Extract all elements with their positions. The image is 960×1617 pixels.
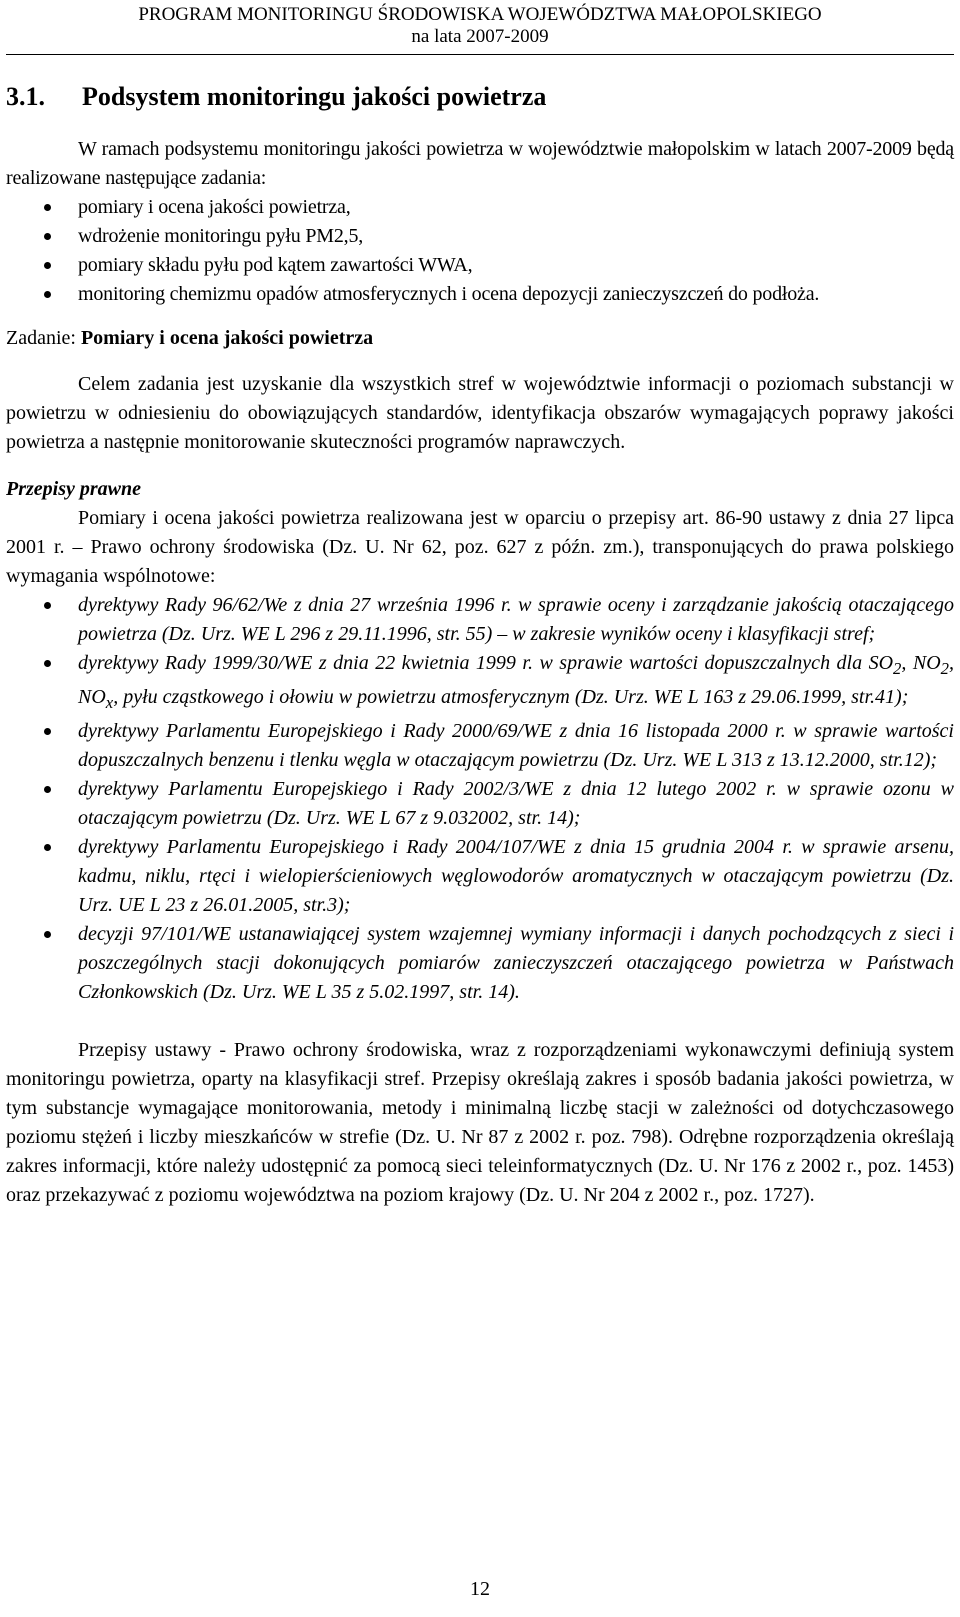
header-rule [6,54,954,55]
directive-item: dyrektywy Parlamentu Europejskiego i Rady 2004/107/WE z dnia 15 grudnia 2004 r. w sprawie arsenu, kadmu, niklu, rtęci i wielopierścieniowych węglowodorów aromatycznych w otaczającym powietrzu (Dz. Urz. UE L 23 z 26.01.2005, str.3); [6,833,954,920]
directive-item: dyrektywy Parlamentu Europejskiego i Rady 2002/3/WE z dnia 12 lutego 2002 r. w sprawie ozonu w otaczającym powietrzu (Dz. Urz. WE L 67 z 9.032002, str. 14); [6,775,954,833]
running-header [6,0,954,48]
legal-heading: Przepisy prawne [6,478,141,500]
directive-list [6,591,954,1007]
subscript: 2 [893,659,902,678]
goal-paragraph: Celem zadania jest uzyskanie dla wszystkich stref w województwie informacji o poziomach substancji w powietrzu w odniesieniu do obowiązujących standardów, identyfikacja obszarów wymagających poprawy jakości powietrza a następnie monitorowanie skuteczności programów naprawczych. [6,373,954,453]
list-item: pomiary i ocena jakości powietrza, [6,193,954,222]
header-title: PROGRAM MONITORINGU ŚRODOWISKA WOJEWÓDZTWA MAŁOPOLSKIEGO [138,4,822,25]
directive-item: decyzji 97/101/WE ustanawiającej system wzajemnej wymiany informacji i danych pochodzących z sieci i poszczególnych stacji dokonujących pomiarów zanieczyszczeń otaczającego powietrza w Państwach Członkowskich (Dz. Urz. WE L 35 z 5.02.1997, str. 14). [6,920,954,1007]
list-item: monitoring chemizmu opadów atmosferycznych i ocena depozycji zanieczyszczeń do podłoża. [6,280,954,309]
document-page [6,0,954,1600]
task-heading [6,324,954,353]
directive-item [6,649,954,717]
legal-intro-paragraph: Pomiary i ocena jakości powietrza realizowana jest w oparciu o przepisy art. 86-90 ustawy z dnia 27 lipca 2001 r. – Prawo ochrony środowiska (Dz. U. Nr 62, poz. 627 z późn. zm.), transponujących do prawa polskiego wymagania wspólnotowe: [6,507,954,587]
directive-text: dyrektywy Rady 1999/30/WE z dnia 22 kwietnia 1999 r. w sprawie wartości dopuszczalnych dla SO [78,652,894,674]
task-name: Pomiary i ocena jakości powietrza [80,327,374,349]
subscript: 2 [940,659,949,678]
section-number: 3.1. [6,82,45,111]
task-label: Zadanie: [6,327,76,349]
directive-text: , NO [78,652,954,708]
header-subtitle: na lata 2007-2009 [411,26,549,47]
closing-paragraph: Przepisy ustawy - Prawo ochrony środowiska, wraz z rozporządzeniami wykonawczymi definiują system monitoringu powietrza, oparty na klasyfikacji stref. Przepisy określają zakres i sposób badania jakości powietrza, w tym substancje wymagające monitorowania, metody i minimalną liczbę stacji w zależności od dotychczasowego poziomu stężeń i liczby mieszkańców w strefie (Dz. U. Nr 87 z 2002 r. poz. 798). Odrębne rozporządzenia określają zakres informacji, które należy udostępnić za pomocą sieci teleinformatycznych (Dz. U. Nr 176 z 2002 r., poz. 1453) oraz przekazywać z poziomu województwa na poziom krajowy (Dz. U. Nr 204 z 2002 r., poz. 1727). [6,1039,954,1206]
directive-item: dyrektywy Rady 96/62/We z dnia 27 września 1996 r. w sprawie oceny i zarządzanie jakością otaczającego powietrza (Dz. Urz. WE L 296 z 29.11.1996, str. 55) – w zakresie wyników oceny i klasyfikacji stref; [6,591,954,649]
subscript: x [105,693,114,712]
list-item: wdrożenie monitoringu pyłu PM2,5, [6,222,954,251]
section-title: Podsystem monitoringu jakości powietrza [82,82,547,111]
list-item: pomiary składu pyłu pod kątem zawartości WWA, [6,251,954,280]
page-number: 12 [470,1578,490,1600]
intro-paragraph: W ramach podsystemu monitoringu jakości powietrza w województwie małopolskim w latach 2007-2009 będą realizowane następujące zadania: [6,138,954,189]
section-heading [6,81,954,113]
task-list [6,193,954,309]
directive-text: , NO [901,652,941,674]
directive-text: , pyłu cząstkowego i ołowiu w powietrzu atmosferycznym (Dz. Urz. WE L 163 z 29.06.1999, str.41); [113,686,909,708]
directive-item: dyrektywy Parlamentu Europejskiego i Rady 2000/69/WE z dnia 16 listopada 2000 r. w sprawie wartości dopuszczalnych benzenu i tlenku węgla w otaczającym powietrzu (Dz. Urz. WE L 313 z 13.12.2000, str.12); [6,717,954,775]
